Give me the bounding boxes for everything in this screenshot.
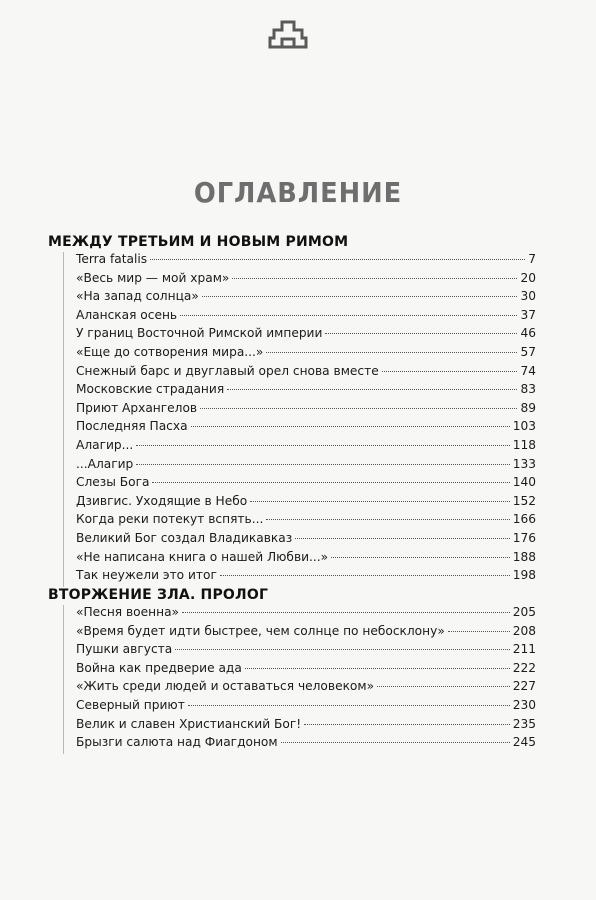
toc-entry-title: Снежный барс и двуглавый орел снова вместе (76, 363, 379, 378)
toc-entry-page-number: 74 (520, 363, 536, 378)
toc-entry (64, 419, 536, 438)
toc-entry-page-number: 198 (512, 568, 536, 583)
dot-leader (245, 668, 510, 669)
dot-leader (382, 371, 518, 372)
toc-entry (64, 679, 536, 698)
dot-leader (281, 742, 510, 743)
toc-entry (64, 735, 536, 754)
toc-entry (64, 550, 536, 569)
toc-entry (64, 605, 536, 624)
toc-entry-page-number: 166 (512, 512, 536, 527)
dot-leader (202, 296, 518, 297)
toc-entry-page-number: 235 (512, 716, 536, 731)
dot-leader (295, 538, 510, 539)
toc-entry-title: Московские страдания (76, 382, 225, 397)
toc-list (63, 605, 536, 754)
toc-entry-title: Аланская осень (76, 307, 178, 322)
toc-entry-title: Terra fatalis (76, 252, 148, 266)
dot-leader (175, 649, 510, 650)
toc-entry-title: «На запад солнца» (76, 289, 199, 304)
toc-entry-title: Так неужели это итог (76, 568, 217, 583)
page-title: ОГЛАВЛЕНИЕ (193, 176, 403, 209)
toc-entry (64, 345, 536, 364)
toc-entry-page-number: 208 (512, 623, 536, 638)
dot-leader (136, 464, 509, 465)
toc-entry-page-number: 140 (512, 475, 536, 490)
toc-entry-title: ...Алагир (76, 456, 134, 471)
toc-entry-page-number: 83 (520, 382, 536, 397)
dot-leader (304, 724, 510, 725)
dot-leader (266, 352, 517, 353)
toc-entry-title: Пушки августа (76, 642, 173, 657)
toc-entry-page-number: 176 (512, 530, 536, 545)
toc-entry-page-number: 37 (520, 307, 536, 322)
toc-entry-page-number: 188 (512, 549, 536, 564)
toc-entry (64, 364, 536, 383)
toc-entry (64, 475, 536, 494)
toc-entry (64, 531, 536, 550)
toc-entry-page-number: 245 (512, 735, 536, 750)
stepped-pyramid-icon (268, 20, 308, 50)
toc-entry (64, 494, 536, 513)
toc-entry (64, 624, 536, 643)
toc-entry-title: «Не написана книга о нашей Любви...» (76, 549, 329, 564)
toc-entry-page-number: 20 (520, 270, 536, 285)
toc-entry-page-number: 118 (512, 437, 536, 452)
toc-entry (64, 289, 536, 308)
dot-leader (200, 408, 517, 409)
toc-entry-title: Великий Бог создал Владикавказ (76, 530, 293, 545)
toc-entry-title: Последняя Пасха (76, 419, 188, 434)
toc-entry (64, 698, 536, 717)
toc-entry (64, 382, 536, 401)
dot-leader (136, 445, 509, 446)
toc-entry-page-number: 57 (520, 344, 536, 359)
toc-entry-title: Брызги салюта над Фиагдоном (76, 735, 278, 750)
toc-entry (64, 568, 536, 587)
dot-leader (227, 389, 517, 390)
toc-entry-page-number: 7 (528, 252, 536, 266)
toc-entry-page-number: 89 (520, 400, 536, 415)
toc-entry-page-number: 205 (512, 605, 536, 619)
dot-leader (182, 612, 510, 613)
toc-entry-title: Война как предверие ада (76, 660, 242, 675)
toc-entry-page-number: 30 (520, 289, 536, 304)
dot-leader (331, 557, 510, 558)
toc-entry (64, 326, 536, 345)
toc-entry (64, 308, 536, 327)
toc-entry (64, 457, 536, 476)
toc-entry-title: Алагир... (76, 437, 134, 452)
dot-leader (191, 426, 510, 427)
dot-leader (232, 278, 517, 279)
dot-leader (180, 315, 517, 316)
toc-entry-title: У границ Восточной Римской империи (76, 326, 323, 341)
toc-entry-title: «Еще до сотворения мира...» (76, 344, 264, 359)
toc-entry-page-number: 46 (520, 326, 536, 341)
toc-entry (64, 271, 536, 290)
toc-entry (64, 661, 536, 680)
dot-leader (448, 631, 510, 632)
dot-leader (188, 705, 510, 706)
toc-list (63, 252, 536, 587)
dot-leader (250, 501, 510, 502)
section-heading: ВТОРЖЕНИЕ ЗЛА. ПРОЛОГ (48, 587, 269, 603)
toc-entry-title: Велик и славен Христианский Бог! (76, 716, 302, 731)
toc-entry-title: Приют Архангелов (76, 400, 198, 415)
toc-entry-title: Дзивгис. Уходящие в Небо (76, 493, 248, 508)
toc-entry-title: Слезы Бога (76, 475, 150, 490)
dot-leader (150, 259, 525, 260)
dot-leader (266, 519, 509, 520)
toc-entry-page-number: 103 (512, 419, 536, 434)
dot-leader (152, 482, 509, 483)
toc-entry-title: Когда реки потекут вспять... (76, 512, 264, 527)
toc-entry (64, 252, 536, 271)
toc-entry-page-number: 222 (512, 660, 536, 675)
toc-entry (64, 642, 536, 661)
toc-entry-page-number: 230 (512, 697, 536, 712)
toc-entry-title: Северный приют (76, 697, 185, 712)
section-heading: МЕЖДУ ТРЕТЬИМ И НОВЫМ РИМОМ (48, 234, 349, 250)
dot-leader (325, 333, 517, 334)
dot-leader (220, 575, 510, 576)
toc-entry (64, 438, 536, 457)
toc-entry-title: «Время будет идти быстрее, чем солнце по небосклону» (76, 623, 445, 638)
toc-entry-title: «Весь мир — мой храм» (76, 270, 230, 285)
toc-entry (64, 401, 536, 420)
toc-entry-page-number: 211 (512, 642, 536, 657)
toc-entry (64, 717, 536, 736)
toc-entry-title: «Песня военна» (76, 605, 179, 619)
dot-leader (377, 686, 510, 687)
toc-entry (64, 512, 536, 531)
toc-entry-title: «Жить среди людей и оставаться человеком» (76, 679, 375, 694)
toc-entry-page-number: 133 (512, 456, 536, 471)
toc-entry-page-number: 152 (512, 493, 536, 508)
toc-entry-page-number: 227 (512, 679, 536, 694)
